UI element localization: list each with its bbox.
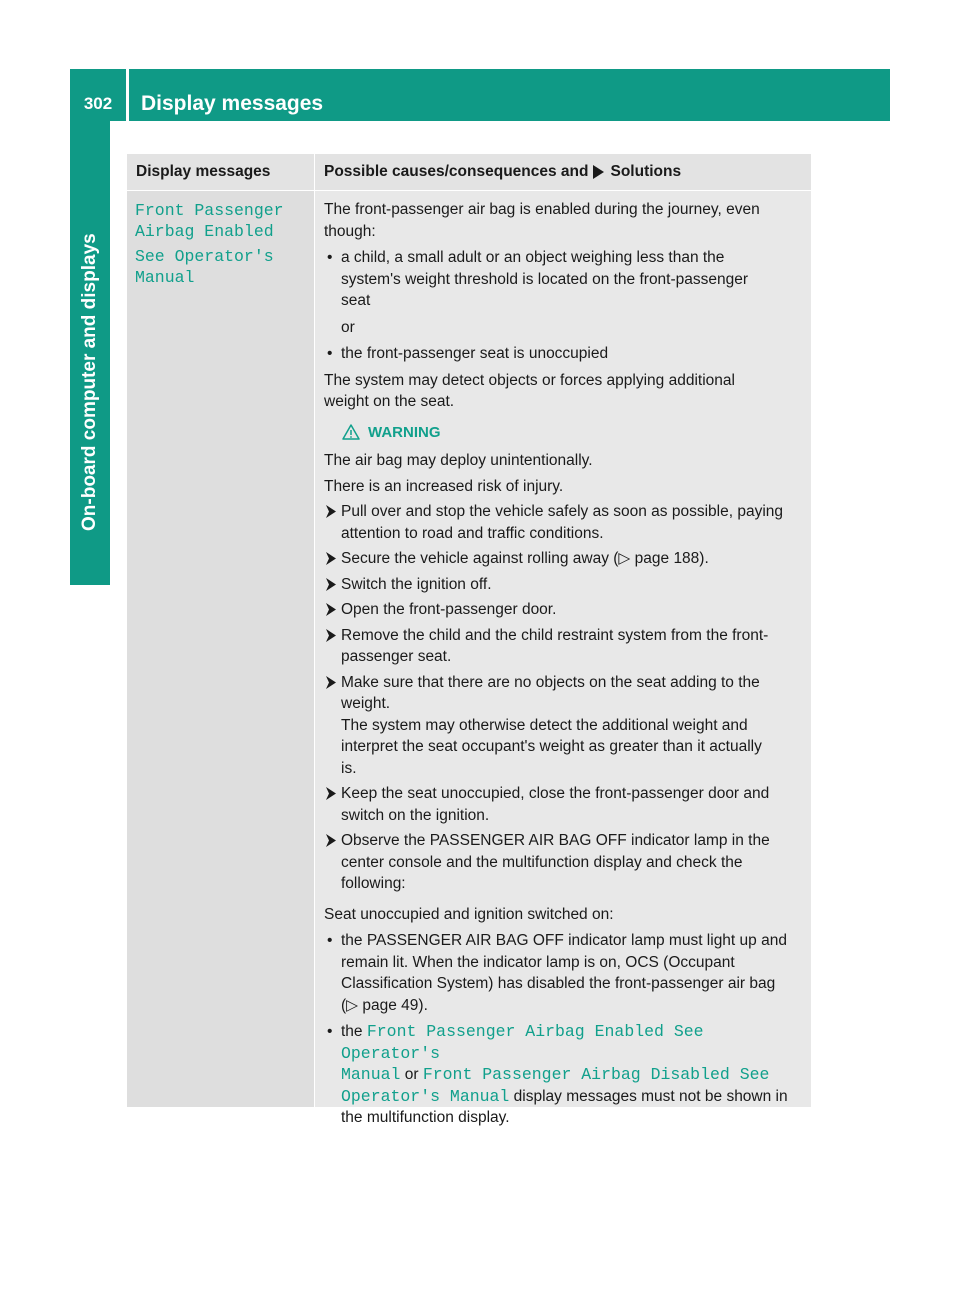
display-messages-table [127, 154, 811, 1126]
detect-text: weight on the seat. [324, 393, 455, 410]
message-line: Manual [135, 268, 195, 287]
header-divider [126, 69, 129, 121]
message-ref: Front Passenger Airbag Disabled See [422, 1065, 770, 1084]
message-line: Front Passenger [135, 201, 284, 220]
step-arrow-icon [325, 603, 337, 616]
step-item: Observe the PASSENGER AIR BAG OFF indicator lamp in the center console and the multifunction display and check the following: [324, 830, 805, 895]
step-item: Remove the child and the child restraint system from the front- passenger seat. [324, 625, 805, 668]
side-tab-label: On-board computer and displays [79, 233, 100, 531]
message-ref: Operator's Manual [341, 1086, 510, 1106]
step-item: Open the front-passenger door. [324, 599, 805, 621]
intro-text: The front-passenger air bag is enabled during the journey, even [324, 201, 760, 218]
col-header-solutions [314, 154, 811, 190]
warning-text: There is an increased risk of injury. [324, 477, 564, 495]
step-arrow-icon [325, 676, 337, 689]
step-arrow-icon [325, 505, 337, 518]
message-line: Airbag Enabled [135, 222, 274, 241]
intro-text: though: [324, 222, 376, 240]
message-ref: Front Passenger Airbag Enabled See Operator's [341, 1022, 704, 1063]
step-item: Switch the ignition off. [324, 574, 805, 596]
warning-text: The air bag may deploy unintentionally. [324, 452, 593, 469]
warning-label: WARNING [368, 423, 441, 441]
step-arrow-icon [325, 787, 337, 800]
step-item: Make sure that there are no objects on the seat adding to the weight. The system may otherwise detect the additional weight and interpret the seat occupant's weight as greater than it actually is. [324, 672, 805, 780]
step-arrow-icon [325, 552, 337, 565]
col-header-solutions-text: Solutions [610, 163, 682, 180]
check-intro: Seat unoccupied and ignition switched on: [324, 905, 614, 923]
steps-list [324, 501, 805, 895]
step-item: Pull over and stop the vehicle safely as soon as possible, paying attention to road and traffic conditions. [324, 501, 805, 544]
list-item: • a child, a small adult or an object weighing less than the system's weight threshold is located on the front-passenger seat [324, 247, 805, 312]
list-item: • the front-passenger seat is unoccupied [324, 343, 805, 365]
solution-cell [314, 191, 811, 1126]
page-title: Display messages [141, 92, 324, 115]
table-row [127, 191, 811, 1126]
step-item: Secure the vehicle against rolling away (▷ page 188). [324, 548, 805, 570]
step-arrow-icon [325, 629, 337, 642]
page-number: 302 [83, 94, 113, 113]
message-ref: Manual [341, 1065, 401, 1084]
warning-triangle-icon [342, 424, 360, 440]
step-item: Keep the seat unoccupied, close the front-passenger door and switch on the ignition. [324, 783, 805, 826]
detect-text: The system may detect objects or forces applying additional [324, 371, 735, 389]
message-cell [127, 191, 314, 1107]
step-arrow-icon [325, 578, 337, 591]
play-arrow-icon [593, 165, 604, 179]
step-arrow-icon [325, 834, 337, 847]
col-header-causes-text: Possible causes/consequences and [324, 163, 589, 180]
warning-heading [324, 422, 805, 444]
col-header-messages: Display messages [136, 163, 271, 180]
table-header [127, 154, 811, 191]
list-item: • the Front Passenger Airbag Enabled See Operator's Manual or Front Passenger Airbag Disabled See Operator's Manual display messages must not be shown in the multifunction display. [324, 1021, 805, 1129]
message-line: See Operator's [135, 247, 274, 266]
or-text: or [341, 318, 355, 336]
list-item: • the PASSENGER AIR BAG OFF indicator lamp must light up and remain lit. When the indicator lamp is on, OCS (Occupant Classification System) has disabled the front-passenger air bag (▷ page 49). [324, 930, 805, 1016]
